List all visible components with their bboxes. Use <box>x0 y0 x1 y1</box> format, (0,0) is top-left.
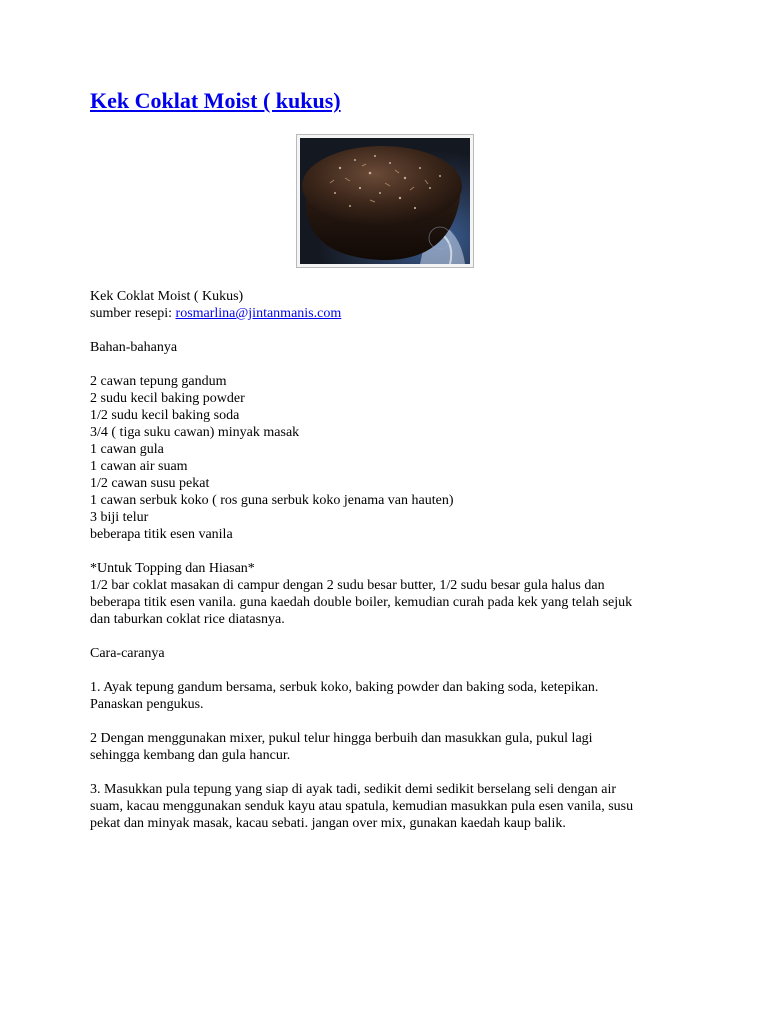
source-line <box>90 305 690 322</box>
ingredient-item: 1 cawan gula <box>90 442 164 457</box>
ingredient-item: 3 biji telur <box>90 510 149 525</box>
ingredient-item: 1/2 sudu kecil baking soda <box>90 408 240 423</box>
method-step-line: suam, kacau menggunakan senduk kayu atau spatula, kemudian masukkan pula esen vanila, susu <box>90 799 634 814</box>
method-heading: Cara-caranya <box>90 646 165 661</box>
method-step-line: sehingga kembang dan gula hancur. <box>90 748 291 763</box>
recipe-name: Kek Coklat Moist ( Kukus) <box>90 289 244 304</box>
method-step-line: 2 Dengan menggunakan mixer, pukul telur hingga berbuih dan masukkan gula, pukul lagi <box>90 731 593 746</box>
ingredient-item: 1/2 cawan susu pekat <box>90 476 210 491</box>
method-step-line: 1. Ayak tepung gandum bersama, serbuk koko, baking powder dan baking soda, ketepikan. <box>90 680 599 695</box>
topping-line: 1/2 bar coklat masakan di campur dengan 2 sudu besar butter, 1/2 sudu besar gula halus dan <box>90 578 605 593</box>
ingredient-item: 2 cawan tepung gandum <box>90 374 227 389</box>
source-label: sumber resepi: <box>90 306 173 321</box>
chocolate-cake-photo-icon <box>300 138 470 264</box>
recipe-body <box>90 288 690 832</box>
cake-photo <box>296 134 474 268</box>
page-title[interactable]: Kek Coklat Moist ( kukus) <box>90 88 341 113</box>
ingredient-item: 1 cawan air suam <box>90 459 188 474</box>
topping-line: dan taburkan coklat rice diatasnya. <box>90 612 285 627</box>
method-step-line: pekat dan minyak masak, kacau sebati. jangan over mix, gunakan kaedah kaup balik. <box>90 816 566 831</box>
topping-line: beberapa titik esen vanila. guna kaedah double boiler, kemudian curah pada kek yang telah sejuk <box>90 595 633 610</box>
method-step-line: 3. Masukkan pula tepung yang siap di ayak tadi, sedikit demi sedikit berselang seli dengan air <box>90 782 617 797</box>
method-step-line: Panaskan pengukus. <box>90 697 204 712</box>
ingredient-item: 2 sudu kecil baking powder <box>90 391 245 406</box>
ingredient-item: 1 cawan serbuk koko ( ros guna serbuk koko jenama van hauten) <box>90 493 454 508</box>
ingredient-item: beberapa titik esen vanila <box>90 527 233 542</box>
ingredients-heading: Bahan-bahanya <box>90 340 178 355</box>
source-email-link[interactable]: rosmarlina@jintanmanis.com <box>175 306 342 321</box>
topping-heading: *Untuk Topping dan Hiasan* <box>90 561 255 576</box>
ingredient-item: 3/4 ( tiga suku cawan) minyak masak <box>90 425 300 440</box>
